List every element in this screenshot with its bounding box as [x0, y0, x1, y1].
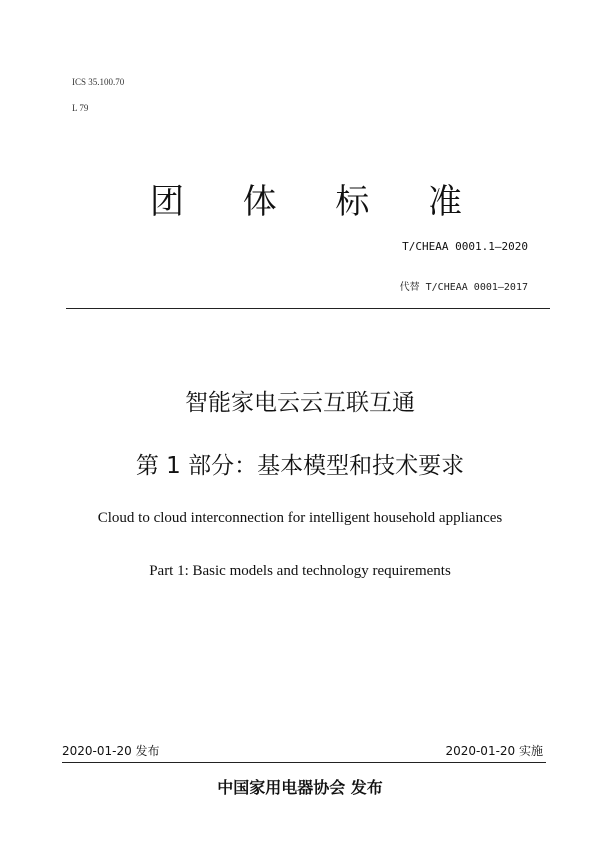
implement-date: 2020-01-20 实施 — [445, 744, 543, 758]
chinese-title-part: 第 1 部分：基本模型和技术要求 — [135, 453, 465, 479]
chinese-title-main: 智能家电云云互联互通 — [185, 390, 415, 416]
publish-date: 2020-01-20 发布 — [62, 744, 160, 758]
english-title-part: Part 1: Basic models and technology requirements — [149, 563, 451, 579]
ics-code: ICS 35.100.70 — [72, 77, 125, 87]
top-divider — [66, 308, 550, 309]
standard-type-char-3: 标 — [335, 182, 370, 222]
standard-number: T/CHEAA 0001.1—2020 — [402, 240, 528, 253]
standard-type-char-2: 体 — [242, 182, 277, 222]
replaces-standard: 代替 T/CHEAA 0001—2017 — [399, 282, 528, 293]
bottom-divider — [62, 762, 546, 763]
standard-type-char-1: 团 — [150, 182, 184, 222]
standard-type-title — [150, 180, 462, 224]
ccs-code: L 79 — [72, 103, 89, 113]
english-title-main: Cloud to cloud interconnection for intelligent household appliances — [97, 510, 503, 526]
publisher-line: 中国家用电器协会 发布 — [217, 778, 383, 797]
standard-type-char-4: 准 — [427, 182, 462, 222]
